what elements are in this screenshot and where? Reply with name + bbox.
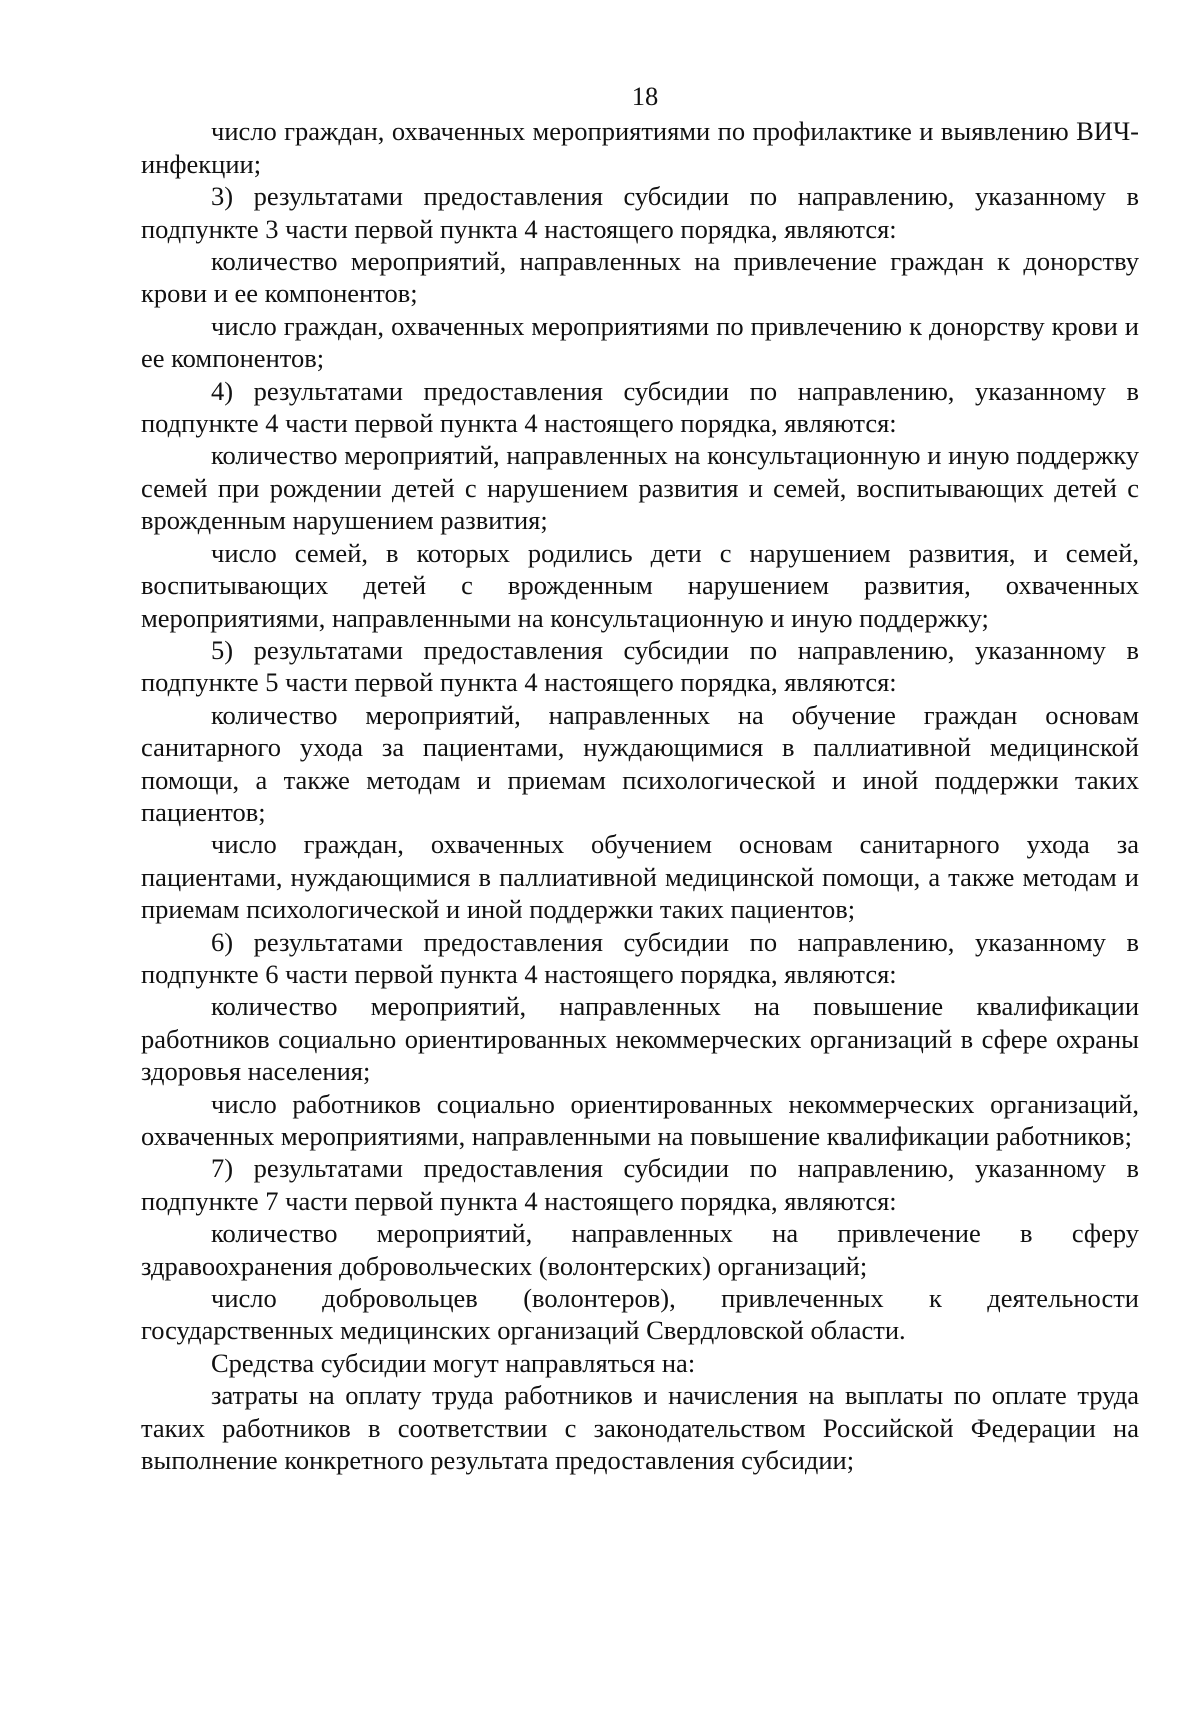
paragraph: количество мероприятий, направленных на консультационную и иную поддержку семей при рождении детей с нарушением развития и семей, воспитывающих детей с врожденным нарушением развития; [141,440,1139,536]
document-page [141,80,1139,1476]
paragraph: 6) результатами предоставления субсидии по направлению, указанному в подпункте 6 части первой пункта 4 настоящего порядка, являются: [141,926,1139,989]
paragraph: количество мероприятий, направленных на обучение граждан основам санитарного ухода за пациентами, нуждающимися в паллиативной медицинской помощи, а также методам и приемам психологической и иной поддержки таких пациентов; [141,699,1139,827]
paragraph: 5) результатами предоставления субсидии по направлению, указанному в подпункте 5 части первой пункта 4 настоящего порядка, являются: [141,634,1139,698]
paragraph: число добровольцев (волонтеров), привлеченных к деятельности государственных медицинских организаций Свердловской области. [141,1283,1139,1346]
paragraph: 4) результатами предоставления субсидии по направлению, указанному в подпункте 4 части первой пункта 4 настоящего порядка, являются: [141,375,1139,439]
page-number: 18 [631,81,659,111]
paragraph: количество мероприятий, направленных на привлечение граждан к донорству крови и ее компонентов; [141,246,1139,309]
paragraph: число семей, в которых родились дети с нарушением развития, и семей, воспитывающих детей с врожденным нарушением развития, охваченных мероприятиями, направленными на консультационную и иную поддержку; [141,537,1139,633]
paragraph: число граждан, охваченных мероприятиями по привлечению к донорству крови и ее компонентов; [141,310,1139,374]
paragraph: количество мероприятий, направленных на повышение квалификации работников социально ориентированных некоммерческих организаций в сфере охраны здоровья населения; [141,991,1139,1087]
paragraph: 7) результатами предоставления субсидии по направлению, указанному в подпункте 7 части первой пункта 4 настоящего порядка, являются: [141,1153,1139,1216]
paragraph: 3) результатами предоставления субсидии по направлению, указанному в подпункте 3 части первой пункта 4 настоящего порядка, являются: [141,181,1139,244]
paragraph: число работников социально ориентированных некоммерческих организаций, охваченных мероприятиями, направленными на повышение квалификации работников; [141,1088,1139,1151]
paragraph: число граждан, охваченных обучением основам санитарного ухода за пациентами, нуждающимися в паллиативной медицинской помощи, а также методам и приемам психологической и иной поддержки таких пациентов; [141,829,1139,925]
paragraph: Средства субсидии могут направляться на: [211,1347,696,1378]
paragraph: затраты на оплату труда работников и начисления на выплаты по оплате труда таких работников в соответствии с законодательством Российской Федерации на выполнение конкретного результата предоставления субсидии; [141,1380,1139,1476]
paragraph: число граждан, охваченных мероприятиями по профилактике и выявлению ВИЧ-инфекции; [141,116,1139,179]
paragraph: количество мероприятий, направленных на привлечение в сферу здравоохранения добровольческих (волонтерских) организаций; [141,1218,1139,1281]
